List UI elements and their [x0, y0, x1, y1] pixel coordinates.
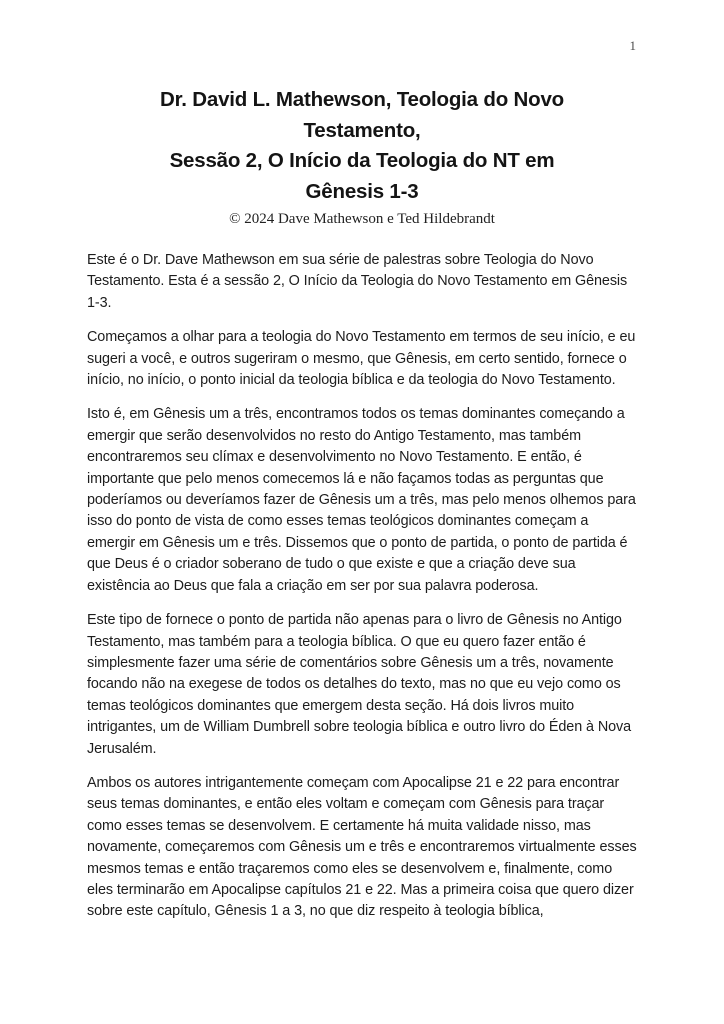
copyright-line: © 2024 Dave Mathewson e Ted Hildebrandt: [229, 211, 495, 227]
paragraph-4: Este tipo de fornece o ponto de partida não apenas para o livro de Gênesis no Antigo Testamento, mas também para a teologia bíblica. O que eu quero fazer então é simplesmente fazer uma série de comentários sobre Gênesis um a três, novamente focando não na exegese de todos os detalhes do texto, mas no que eu vejo como os temas teológicos dominantes que emergem desta seção. Há dois livros muito intrigantes, um de William Dumbrell sobre teologia bíblica e outro livro do Éden à Nova Jerusalém.: [87, 612, 632, 757]
title-line-4: Gênesis 1-3: [305, 179, 419, 203]
document-title: [87, 85, 637, 207]
title-line-3: Sessão 2, O Início da Teologia do NT em: [169, 149, 555, 172]
title-line-1: Dr. David L. Mathewson, Teologia do Novo: [160, 88, 564, 111]
paragraph-3: Isto é, em Gênesis um a três, encontramos todos os temas dominantes começando a emergir que serão desenvolvidos no resto do Antigo Testamento, mas também encontraremos seu clímax e desenvolvimento no Novo Testamento. E então, é importante que pelo menos comecemos lá e não façamos todas as perguntas que poderíamos ou deveríamos fazer de Gênesis um a três, mas pelo menos olhemos para isso do ponto de vista de como esses temas teológicos dominantes começam a emergir em Gênesis um e três. Dissemos que o ponto de partida, o ponto de partida é que Deus é o criador soberano de tudo o que existe e que a criação deve sua existência ao Deus que fala a criação em ser por sua palavra poderosa.: [87, 406, 636, 594]
page-content: [87, 0, 637, 936]
document-body: [87, 250, 637, 923]
page-number: 1: [629, 38, 636, 53]
paragraph-5: Ambos os autores intrigantemente começam com Apocalipse 21 e 22 para encontrar seus temas dominantes, e então eles voltam e começam com Gênesis para traçar como esses temas se desenvolvem. E certamente há muita validade nisso, mas novamente, começaremos com Gênesis um e três e encontraremos virtualmente esses mesmos temas e então traçaremos como eles se desenvolvem e, finalmente, como eles terminarão em Apocalipse capítulos 21 e 22. Mas a primeira coisa que quero dizer sobre este capítulo, Gênesis 1 a 3, no que diz respeito à teologia bíblica,: [87, 774, 637, 920]
paragraph-1: Este é o Dr. Dave Mathewson em sua série de palestras sobre Teologia do Novo Testamento. Esta é a sessão 2, O Início da Teologia do Novo Testamento em Gênesis 1-3.: [87, 252, 628, 311]
paragraph-2: Começamos a olhar para a teologia do Novo Testamento em termos de seu início, e eu sugeri a você, e outros sugeriram o mesmo, que Gênesis, em certo sentido, fornece o início, no início, o ponto inicial da teologia bíblica e da teologia do Novo Testamento.: [87, 329, 636, 389]
title-line-2: Testamento,: [303, 118, 421, 142]
